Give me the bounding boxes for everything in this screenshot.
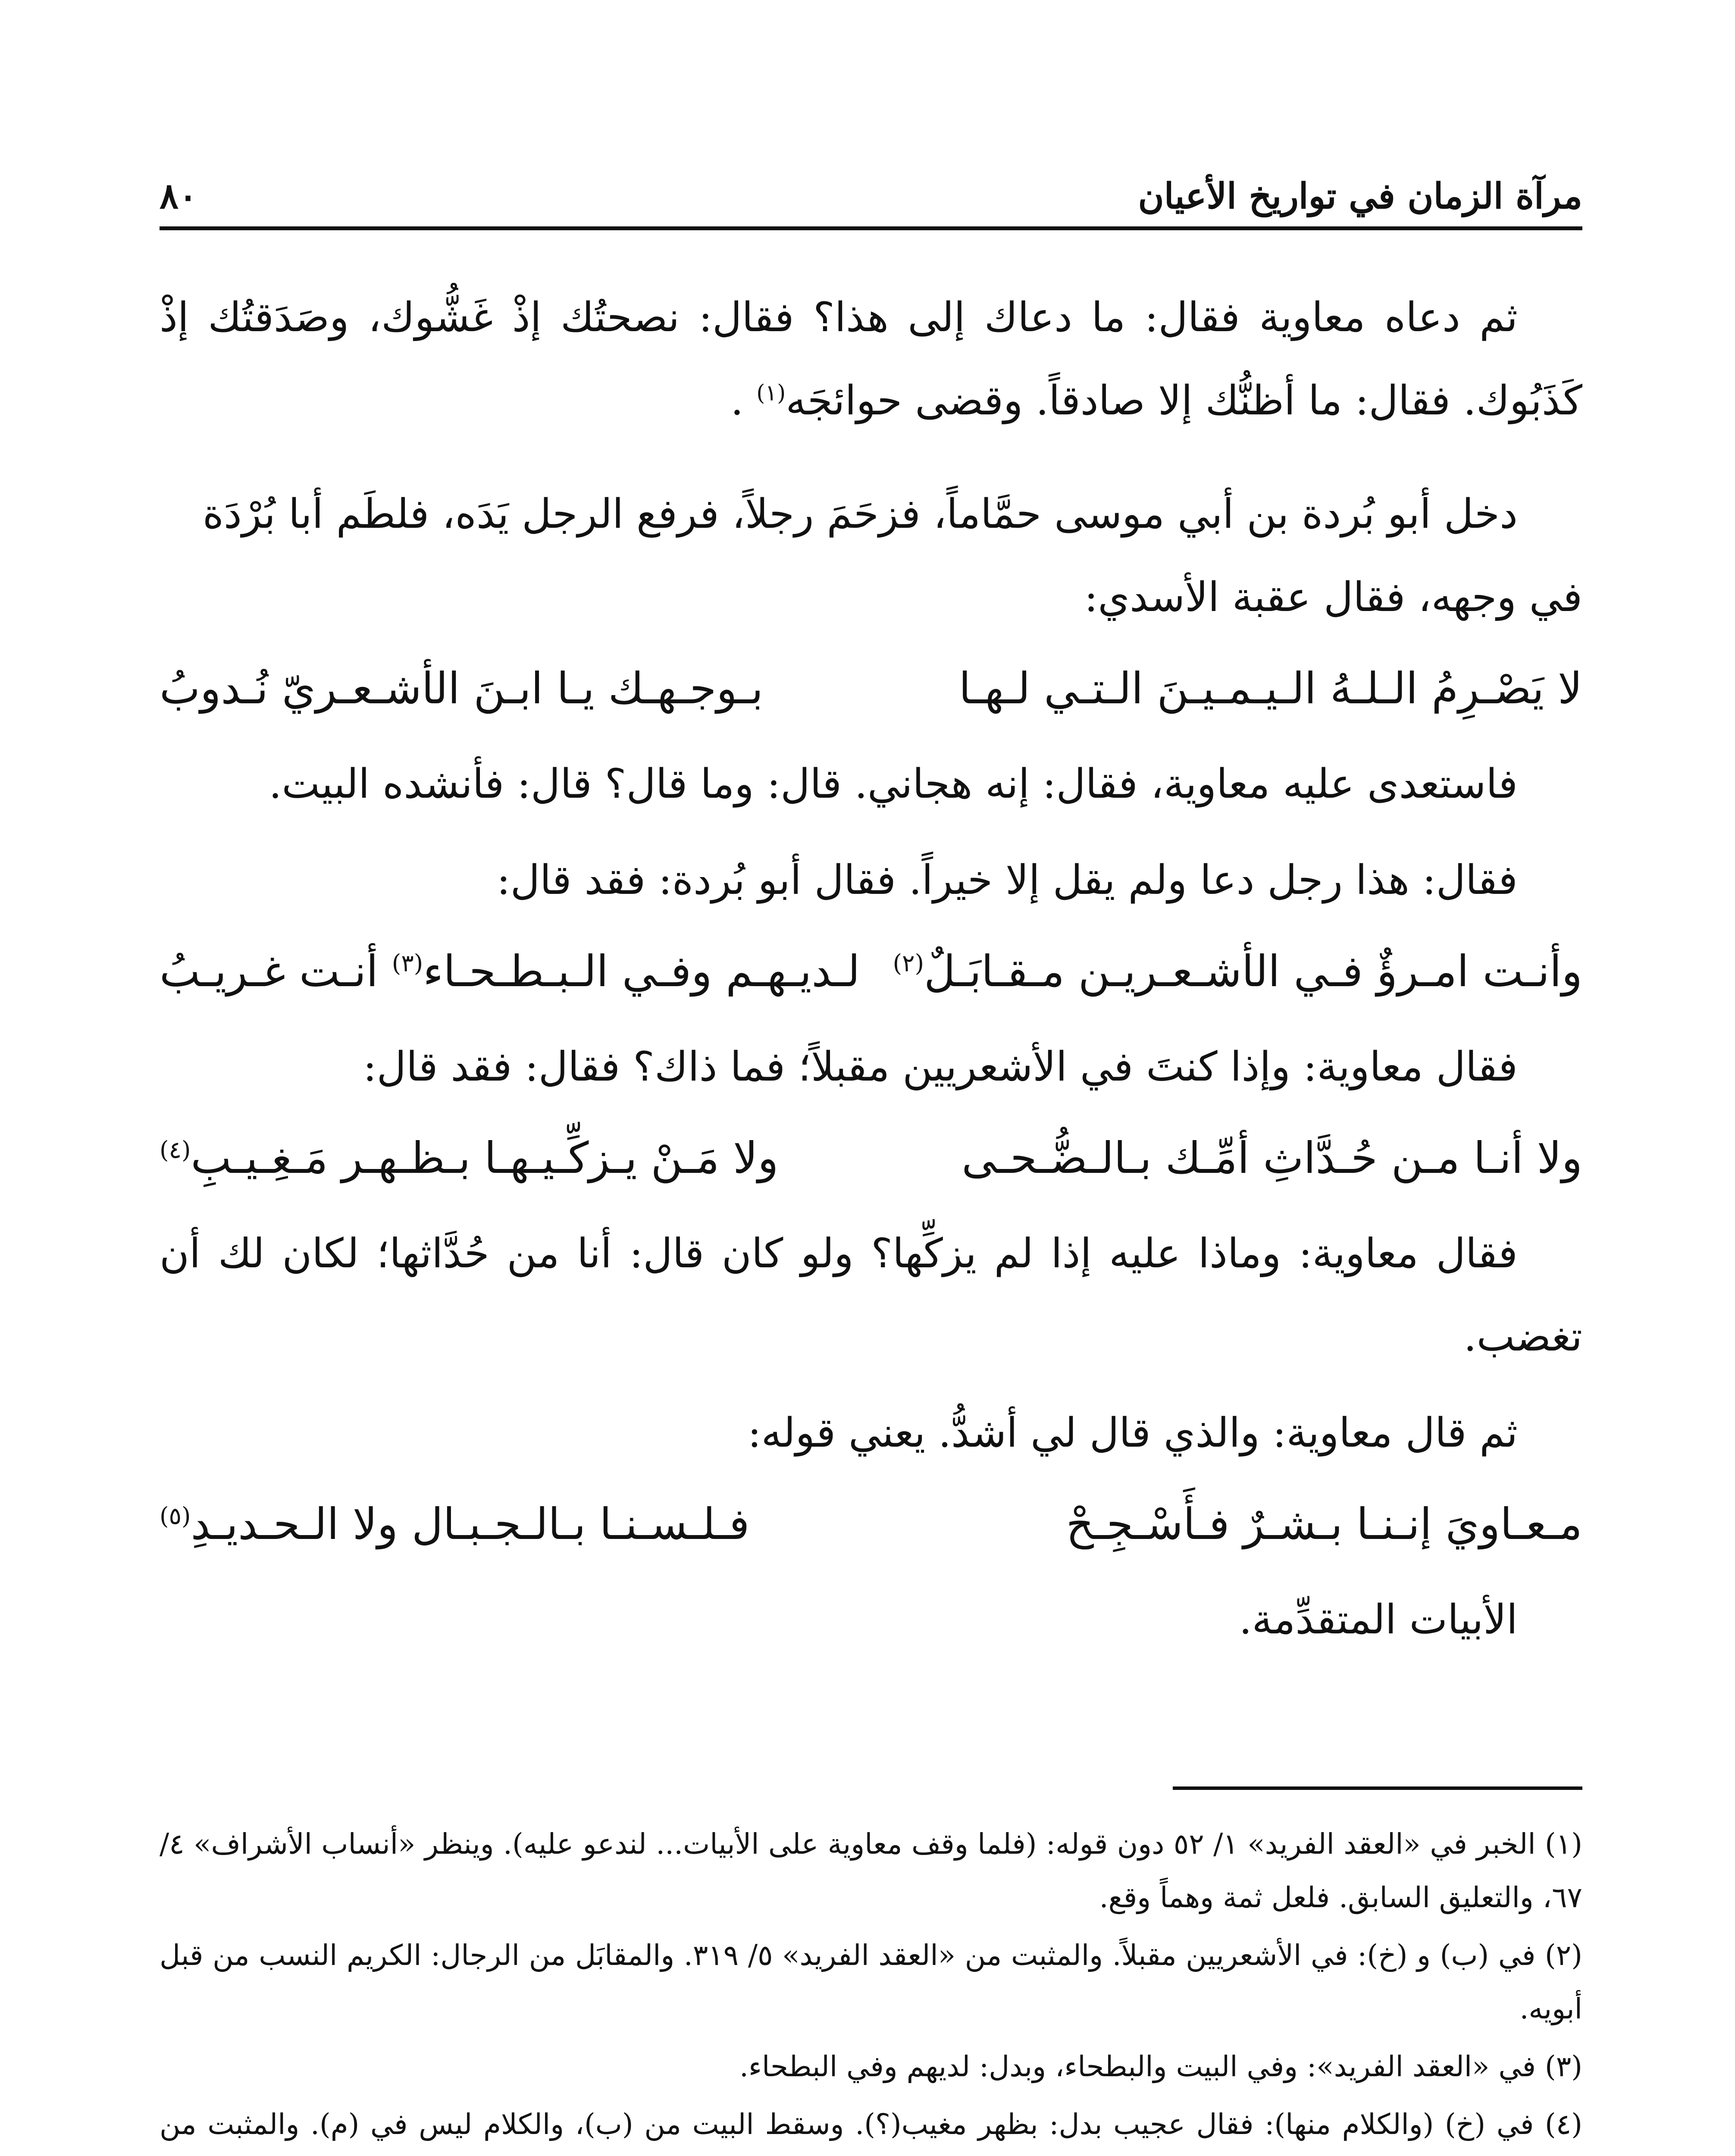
footnote-3: (٣) في «العقد الفريد»: وفي البيت والبطحاء، وبدل: لديهم وفي البطحاء. — [739, 2050, 1582, 2083]
verse-3-second-hemistich — [160, 1117, 779, 1199]
footnote-4: (٤) في (خ) (والكلام منها): فقال عجيب بدل: بظهر مغيب(؟). وسقط البيت من (ب)، والكلام ليس في (م). والمثبت من — [160, 2108, 1582, 2141]
footnote-ref-2: (٢) — [893, 949, 924, 977]
footnote-ref-4: (٤) — [160, 1136, 191, 1164]
verse-3-second-text: ولا مَـنْ يـزكِّـيـهـا بـظـهـر مَـغِـيـبِ — [191, 1133, 779, 1183]
verse-4-first-hemistich: مـعـاويَ إنـنـا بـشـرٌ فـأَسْـجِـحْ — [1066, 1499, 1582, 1549]
paragraph-4: فقال: هذا رجل دعا ولم يقل إلا خيراً. فقال أبو بُردة: فقد قال: — [497, 857, 1518, 904]
verse-2-second-text-a: لـديـهـم وفـي الـبـطـحـاء — [423, 946, 860, 997]
verse-2-second-hemistich — [160, 931, 860, 1012]
verse-2 — [160, 931, 1582, 1012]
paragraph-2-line-2: في وجهه، فقال عقبة الأسدي: — [1084, 574, 1582, 621]
footnote-2: (٢) في (ب) و (خ): في الأشعريين مقبلاً. والمثبت من «العقد الفريد» ٥/ ٣١٩. والمقابَل من الرجال: الكريم النسب من قبل أبويه. — [160, 1939, 1582, 2025]
paragraph-7: ثم قال معاوية: والذي قال لي أشدُّ. يعني قوله: — [747, 1410, 1518, 1457]
footnotes — [160, 1818, 1582, 2156]
footnote-ref-5: (٥) — [160, 1502, 191, 1530]
verse-3 — [160, 1117, 1582, 1199]
paragraph-2-line-1: دخل أبو بُردة بن أبي موسى حمَّاماً، فزحَمَ رجلاً، فرفع الرجل يَدَه، فلطَم أبا بُرْدَة — [202, 491, 1518, 538]
footnote-1: (١) الخبر في «العقد الفريد» ١/ ٥٢ دون قوله: (فلما وقف معاوية على الأبيات... لندعو عليه). وينظر «أنساب الأشراف» ٤/ ٦٧، والتعليق السابق. فلعل ثمة وهماً وقع. — [160, 1827, 1582, 1914]
verse-2-first-text: وأنـت امـرؤٌ فـي الأشـعـريـن مـقـابَـلٌ — [924, 946, 1582, 997]
verse-2-second-text-b: أنـت غـريـبُ — [160, 946, 392, 997]
verse-4 — [160, 1483, 1582, 1565]
paragraph-3: فاستعدى عليه معاوية، فقال: إنه هجاني. قال: وما قال؟ قال: فأنشده البيت. — [269, 761, 1518, 808]
running-header — [160, 164, 1582, 229]
paragraph-1-text: ثم دعاه معاوية فقال: ما دعاك إلى هذا؟ فقال: نصحتُك إذْ غَشُّوك، وصَدَقتُك إذْ كَذَبُوك. فقال: ما أظنُّك إلا صادقاً. وقضى حوائجَه — [160, 294, 1582, 424]
book-title: مرآة الزمان في تواريخ الأعيان — [1138, 175, 1582, 217]
paragraph-2 — [160, 473, 1582, 639]
verse-1 — [160, 648, 1582, 730]
paragraph-1-end: . — [730, 377, 757, 424]
verse-2-first-hemistich — [893, 931, 1582, 1012]
verse-4-second-text: فـلـسـنـا بـالـجـبـال ولا الـحـديـدِ — [191, 1499, 750, 1549]
verse-3-first-hemistich: ولا أنـا مـن حُـدَّاثِ أمِّـك بـالـضُّـحـى — [961, 1133, 1582, 1183]
verse-1-second-hemistich: بـوجـهـك يـا ابـنَ الأشـعـريّ نُـدوبُ — [160, 663, 764, 714]
paragraph-5: فقال معاوية: وإذا كنتَ في الأشعريين مقبلاً؛ فما ذاك؟ فقال: فقد قال: — [363, 1044, 1518, 1091]
footnote-separator — [1173, 1786, 1582, 1790]
verse-1-first-hemistich: لا يَصْـرِمُ الـلـهُ الـيـمـيـنَ الـتـي لـهـا — [958, 663, 1582, 714]
verse-4-second-hemistich — [160, 1483, 749, 1565]
header-rule — [160, 226, 1582, 230]
main-text — [160, 276, 1582, 1692]
paragraph-6: فقال معاوية: وماذا عليه إذا لم يزكِّها؟ ولو كان قال: أنا من حُدَّاثها؛ لكان لك أن تغضب. — [160, 1230, 1582, 1360]
footnote-ref-3: (٣) — [391, 949, 423, 977]
footnote-ref-1: (١) — [756, 380, 786, 406]
page-number: ٨٠ — [160, 175, 198, 217]
paragraph-1 — [160, 276, 1582, 442]
paragraph-8: الأبيات المتقدِّمة. — [1239, 1596, 1518, 1643]
